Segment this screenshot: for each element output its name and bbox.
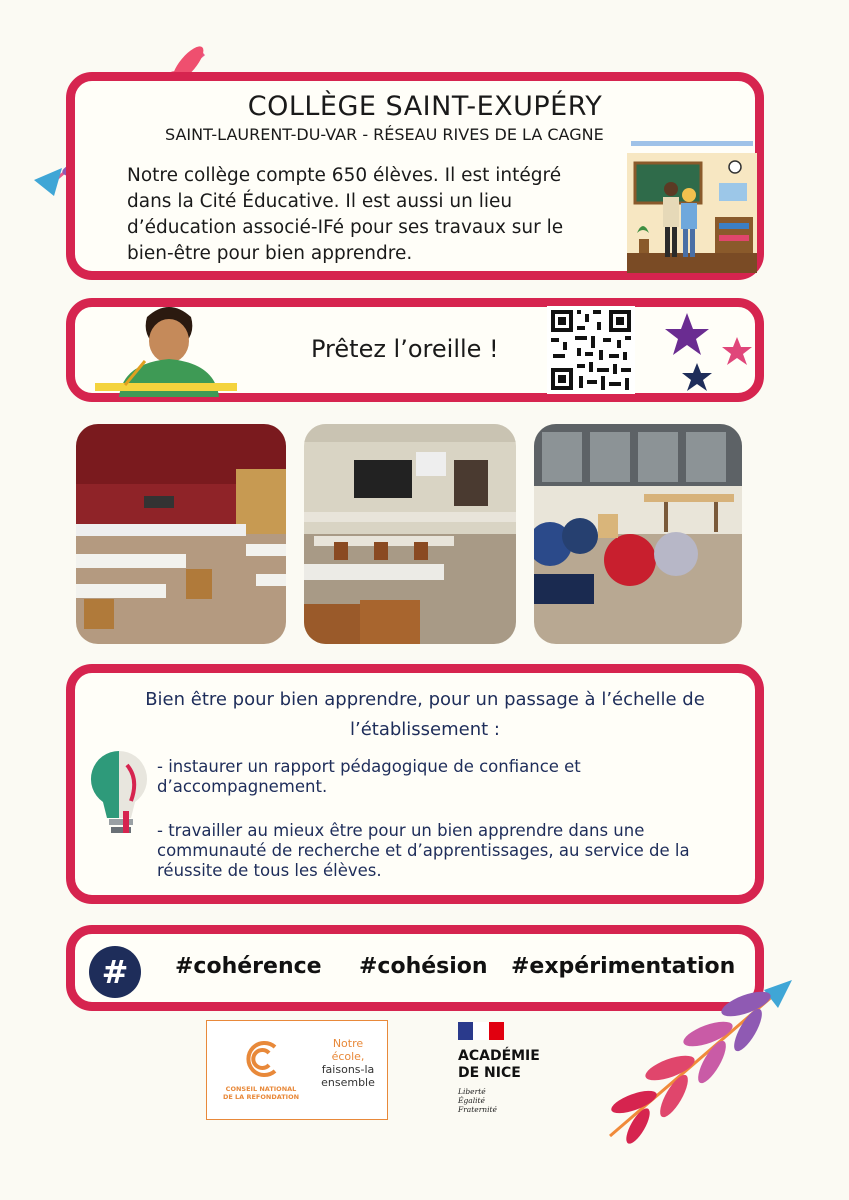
- header-panel: [66, 72, 764, 280]
- motto-egalite: Égalité: [458, 1096, 485, 1105]
- notre-ecole-logo: [313, 1037, 383, 1089]
- photo-wellbeing-room: [534, 424, 742, 644]
- school-title: COLLÈGE SAINT-EXUPÉRY: [247, 91, 603, 122]
- listen-panel: [66, 298, 764, 402]
- wellbeing-item-2: - travailler au mieux être pour un bien apprendre dans une communauté de recherche et d’apprentissages, au service de la réussite de tous les élèves.: [157, 821, 690, 880]
- decorative-arrow-bottom-icon: [596, 976, 796, 1146]
- subtitle-underline: [631, 141, 753, 146]
- photo-classroom-red: [76, 424, 286, 644]
- school-subtitle: SAINT-LAURENT-DU-VAR - RÉSEAU RIVES DE LA CAGNE: [165, 125, 604, 144]
- wellbeing-heading: [115, 685, 735, 745]
- motto-liberte: Liberté: [458, 1087, 486, 1096]
- motto-fraternite: Fraternité: [458, 1105, 497, 1114]
- listen-label: Prêtez l’oreille !: [311, 335, 499, 363]
- notre-ecole-line2: école,: [331, 1050, 365, 1063]
- academie-line2: DE NICE: [458, 1065, 521, 1081]
- lightbulb-icon: [87, 745, 151, 841]
- cnr-line1: CONSEIL NATIONAL: [225, 1085, 297, 1093]
- hashtag-icon: #: [89, 946, 141, 998]
- stars-icon: [657, 307, 757, 395]
- cnr-logo-icon: [241, 1039, 281, 1079]
- tag-cohesion: #cohésion: [359, 954, 488, 979]
- tag-coherence: #cohérence: [175, 954, 322, 979]
- classroom-illustration: [627, 153, 757, 273]
- tag-experimentation: #expérimentation: [511, 954, 736, 979]
- marianne-flag-icon: [458, 1022, 504, 1040]
- cnr-line2: DE LA REFONDATION: [222, 1093, 300, 1101]
- wellbeing-heading-line2: l’établissement :: [349, 719, 500, 740]
- wellbeing-item-1: - instaurer un rapport pédagogique de confiance et d’accompagnement.: [157, 757, 581, 796]
- notre-ecole-line1: Notre: [332, 1037, 364, 1050]
- wellbeing-heading-line1: Bien être pour bien apprendre, pour un passage à l’échelle de: [145, 689, 705, 710]
- notre-ecole-line4: ensemble: [321, 1076, 375, 1089]
- academie-line1: ACADÉMIE: [458, 1048, 540, 1064]
- cnr-logo-box: [206, 1020, 388, 1120]
- wellbeing-panel: [66, 664, 764, 904]
- academie-logo: [458, 1022, 578, 1114]
- student-writing-illustration: [89, 301, 239, 397]
- school-description: Notre collège compte 650 élèves. Il est intégré dans la Cité Éducative. Il est aussi un lieu d’éducation associé-IFé pour ses travaux sur le bien-être pour bien apprendre.: [127, 165, 564, 264]
- qr-code-icon[interactable]: [547, 306, 635, 394]
- photo-classroom-board: [304, 424, 516, 644]
- notre-ecole-line3: faisons-la: [321, 1063, 375, 1076]
